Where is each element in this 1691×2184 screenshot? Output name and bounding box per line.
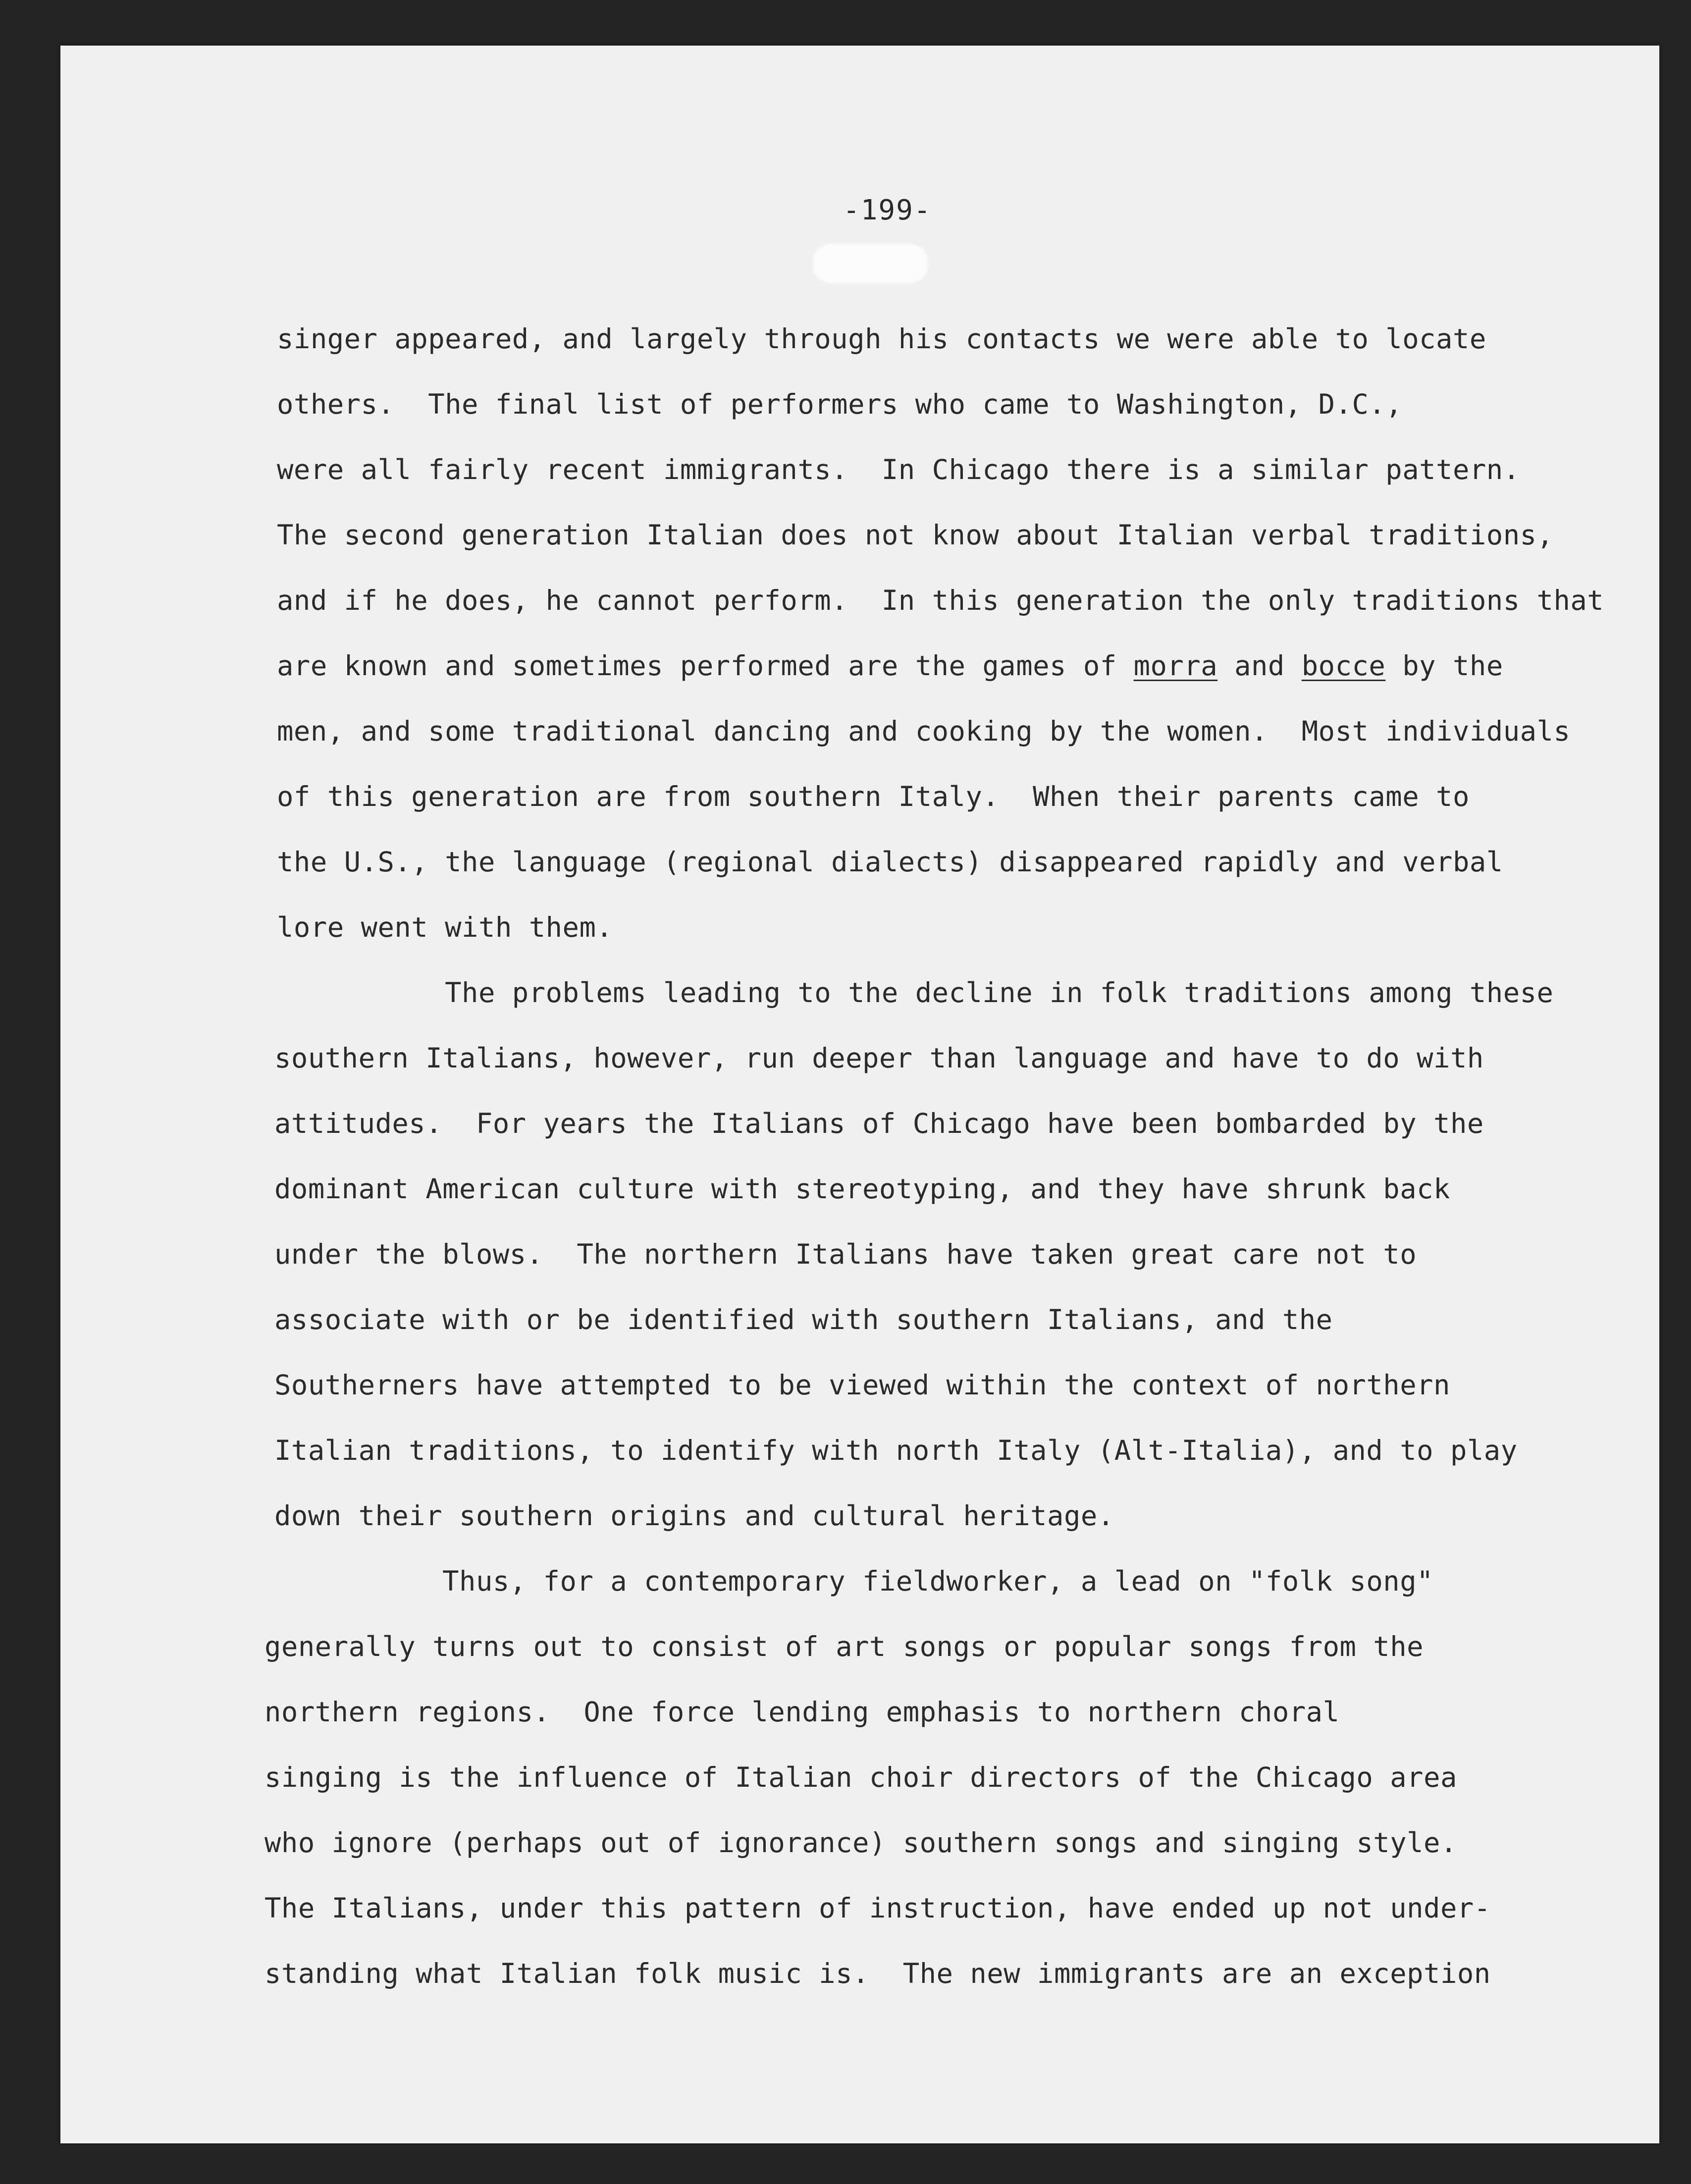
text-line-14: dominant American culture with stereotyping, and they have shrunk back (274, 1173, 1450, 1205)
text-plain: are known and sometimes performed are the games of (277, 650, 1134, 682)
text-line-25: The Italians, under this pattern of instruction, have ended up not under- (264, 1892, 1491, 1924)
underlined-term-morra: morra (1133, 650, 1218, 682)
text-line-22: northern regions. One force lending emphasis to northern choral (264, 1696, 1340, 1728)
text-line-18: Italian traditions, to identify with north Italy (Alt-Italia), and to play (274, 1435, 1518, 1467)
text-line-17: Southerners have attempted to be viewed within the context of northern (274, 1369, 1450, 1401)
text-line-3: were all fairly recent immigrants. In Chicago there is a similar pattern. (277, 454, 1520, 486)
text-line-26: standing what Italian folk music is. The new immigrants are an exception (264, 1958, 1491, 1990)
text-line-9: the U.S., the language (regional dialects) disappeared rapidly and verbal (277, 846, 1503, 878)
page-number: -199- (843, 194, 932, 226)
underlined-term-bocce: bocce (1301, 650, 1386, 682)
text-line-13: attitudes. For years the Italians of Chicago have been bombarded by the (274, 1108, 1484, 1140)
tape-mark (813, 244, 927, 283)
text-line-6 (277, 650, 1503, 682)
document-page (60, 46, 1659, 2143)
text-line-7: men, and some traditional dancing and cooking by the women. Most individuals (277, 715, 1571, 747)
text-plain: and (1217, 650, 1302, 682)
text-line-2: others. The final list of performers who came to Washington, D.C., (277, 388, 1403, 421)
text-line-16: associate with or be identified with southern Italians, and the (274, 1304, 1333, 1336)
text-line-24: who ignore (perhaps out of ignorance) southern songs and singing style. (264, 1827, 1457, 1859)
text-plain: by the (1385, 650, 1503, 682)
text-line-15: under the blows. The northern Italians have taken great care not to (274, 1238, 1417, 1271)
text-line-5: and if he does, he cannot perform. In this generation the only traditions that (277, 585, 1604, 617)
text-line-21: generally turns out to consist of art songs or popular songs from the (264, 1631, 1424, 1663)
text-line-10: lore went with them. (277, 911, 613, 944)
text-line-19: down their southern origins and cultural heritage. (274, 1500, 1114, 1532)
text-line-1: singer appeared, and largely through his contacts we were able to locate (277, 323, 1486, 355)
text-line-23: singing is the influence of Italian choir directors of the Chicago area (264, 1761, 1457, 1794)
text-line-4: The second generation Italian does not know about Italian verbal traditions, (277, 519, 1554, 551)
text-line-12: southern Italians, however, run deeper than language and have to do with (274, 1042, 1484, 1074)
text-line-20: Thus, for a contemporary fieldworker, a lead on "folk song" (274, 1565, 1434, 1598)
text-line-8: of this generation are from southern Italy. When their parents came to (277, 781, 1470, 813)
text-line-11: The problems leading to the decline in folk traditions among these (277, 977, 1554, 1009)
